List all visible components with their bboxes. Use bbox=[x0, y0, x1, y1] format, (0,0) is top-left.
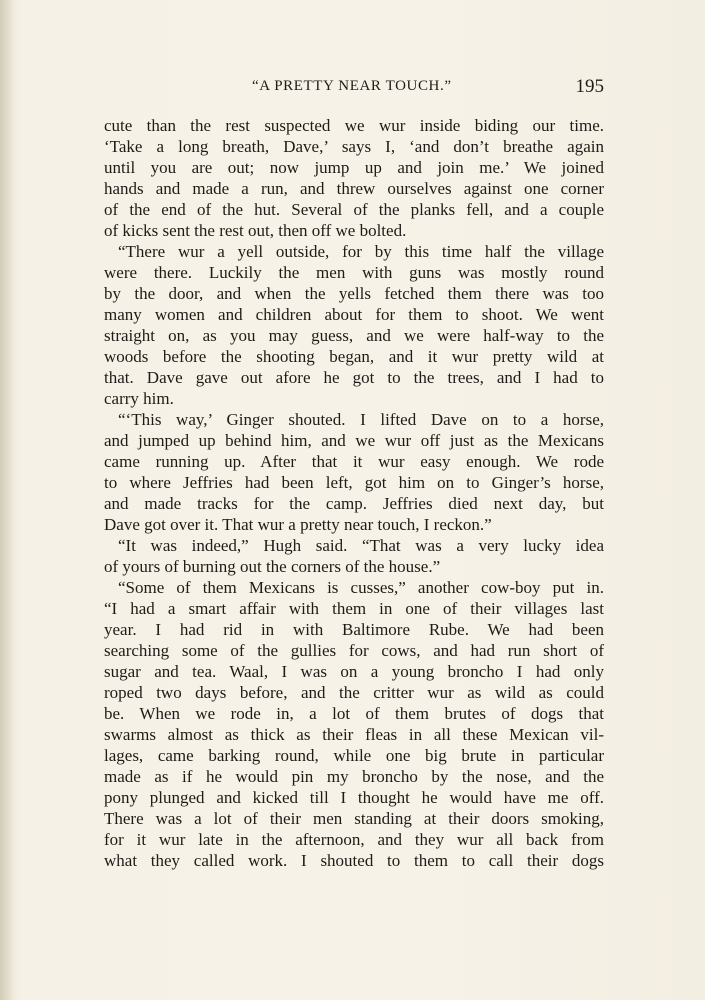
text-line: ‘Take a long breath, Dave,’ says I, ‘and don’t breathe again bbox=[104, 137, 604, 156]
text-line: for it wur late in the afternoon, and they wur all back from bbox=[104, 830, 604, 849]
text-line: “Some of them Mexicans is cusses,” another cow-boy put in. bbox=[118, 578, 604, 597]
page-number: 195 bbox=[575, 76, 604, 97]
text-line: of the end of the hut. Several of the planks fell, and a couple bbox=[104, 200, 604, 219]
text-line: be. When we rode in, a lot of them brutes of dogs that bbox=[104, 704, 604, 723]
text-line: to where Jeffries had been left, got him on to Ginger’s horse, bbox=[104, 473, 604, 492]
text-line: sugar and tea. Waal, I was on a young broncho I had only bbox=[104, 662, 604, 681]
text-line: “It was indeed,” Hugh said. “That was a very lucky idea bbox=[118, 536, 604, 555]
text-line: made as if he would pin my broncho by the nose, and the bbox=[104, 767, 604, 786]
text-line: “I had a smart affair with them in one of their villages last bbox=[104, 599, 604, 618]
text-line: There was a lot of their men standing at their doors smoking, bbox=[104, 809, 604, 828]
text-line: and jumped up behind him, and we wur off just as the Mexicans bbox=[104, 431, 604, 450]
text-line: “There wur a yell outside, for by this time half the village bbox=[118, 242, 604, 261]
text-line: roped two days before, and the critter wur as wild as could bbox=[104, 683, 604, 702]
text-line: straight on, as you may guess, and we were half-way to the bbox=[104, 326, 604, 345]
text-line: by the door, and when the yells fetched them there was too bbox=[104, 284, 604, 303]
text-line: of yours of burning out the corners of the house.” bbox=[104, 557, 441, 576]
text-line: pony plunged and kicked till I thought he would have me off. bbox=[104, 788, 604, 807]
text-line: searching some of the gullies for cows, and had run short of bbox=[104, 641, 604, 660]
body-text bbox=[104, 115, 604, 871]
text-line: what they called work. I shouted to them to call their dogs bbox=[104, 851, 604, 870]
text-line: cute than the rest suspected we wur inside biding our time. bbox=[104, 116, 604, 135]
text-line: hands and made a run, and threw ourselves against one corner bbox=[104, 179, 604, 198]
page-header bbox=[104, 76, 604, 102]
text-line: year. I had rid in with Baltimore Rube. We had been bbox=[104, 620, 604, 639]
text-line: “‘This way,’ Ginger shouted. I lifted Dave on to a horse, bbox=[118, 410, 604, 429]
text-line: came running up. After that it wur easy enough. We rode bbox=[104, 452, 604, 471]
text-line: carry him. bbox=[104, 389, 174, 408]
text-line: lages, came barking round, while one big brute in particular bbox=[104, 746, 604, 765]
text-line: many women and children about for them to shoot. We went bbox=[104, 305, 604, 324]
running-head: “A PRETTY NEAR TOUCH.” bbox=[252, 78, 452, 94]
text-line: of kicks sent the rest out, then off we bolted. bbox=[104, 221, 407, 240]
text-line: and made tracks for the camp. Jeffries died next day, but bbox=[104, 494, 604, 513]
text-line: woods before the shooting began, and it wur pretty wild at bbox=[104, 347, 604, 366]
text-line: Dave got over it. That wur a pretty near touch, I reckon.” bbox=[104, 515, 492, 534]
text-line: swarms almost as thick as their fleas in all these Mexican vil- bbox=[104, 725, 604, 744]
text-line: that. Dave gave out afore he got to the trees, and I had to bbox=[104, 368, 604, 387]
gutter-shadow bbox=[0, 0, 14, 1000]
text-line: were there. Luckily the men with guns was mostly round bbox=[104, 263, 604, 282]
text-line: until you are out; now jump up and join me.’ We joined bbox=[104, 158, 604, 177]
